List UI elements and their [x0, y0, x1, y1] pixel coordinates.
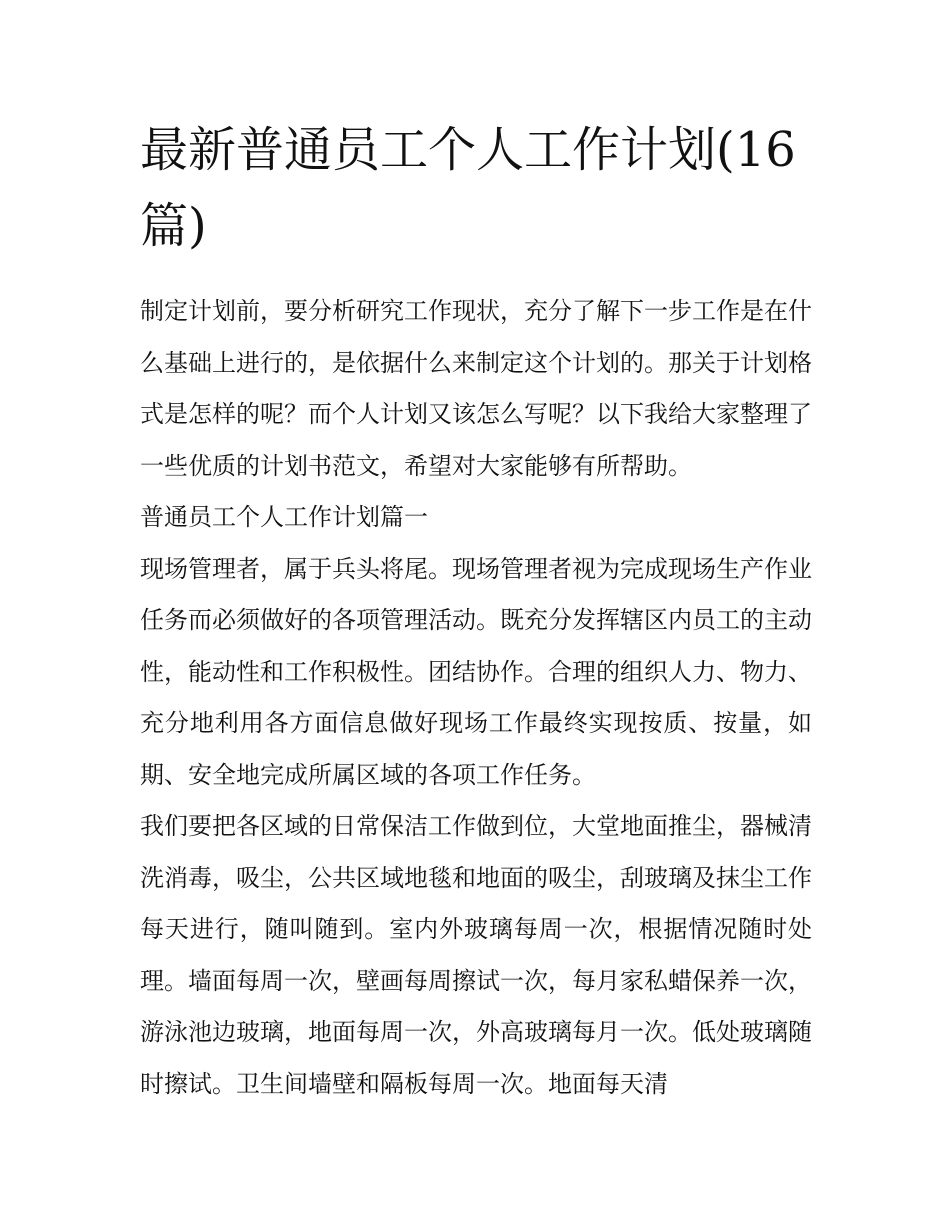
body-paragraph: 现场管理者，属于兵头将尾。现场管理者视为完成现场生产作业任务而必须做好的各项管理活动。既充分发挥辖区内员工的主动性，能动性和工作积极性。团结协作。合理的组织人力、物力、充分地利用各方面信息做好现场工作最终实现按质、按量，如期、安全地完成所属区域的各项工作任务。	[140, 554, 812, 789]
document-content	[140, 112, 812, 1110]
intro-paragraph: 制定计划前，要分析研究工作现状，充分了解下一步工作是在什么基础上进行的，是依据什么来制定这个计划的。那关于计划格式是怎样的呢？而个人计划又该怎么写呢？以下我给大家整理了一些优质的计划书范文，希望对大家能够有所帮助。	[140, 297, 812, 480]
document-title: 最新普通员工个人工作计划(16篇)	[140, 122, 796, 254]
body-paragraph: 我们要把各区域的日常保洁工作做到位，大堂地面推尘，器械清洗消毒，吸尘，公共区域地毯和地面的吸尘，刮玻璃及抹尘工作每天进行，随叫随到。室内外玻璃每周一次，根据情况随时处理。墙面每周一次，壁画每周擦试一次，每月家私蜡保养一次，游泳池边玻璃，地面每周一次，外高玻璃每月一次。低处玻璃随时擦试。卫生间墙壁和隔板每周一次。地面每天清	[140, 812, 812, 1098]
section-heading: 普通员工个人工作计划篇一	[140, 503, 428, 531]
